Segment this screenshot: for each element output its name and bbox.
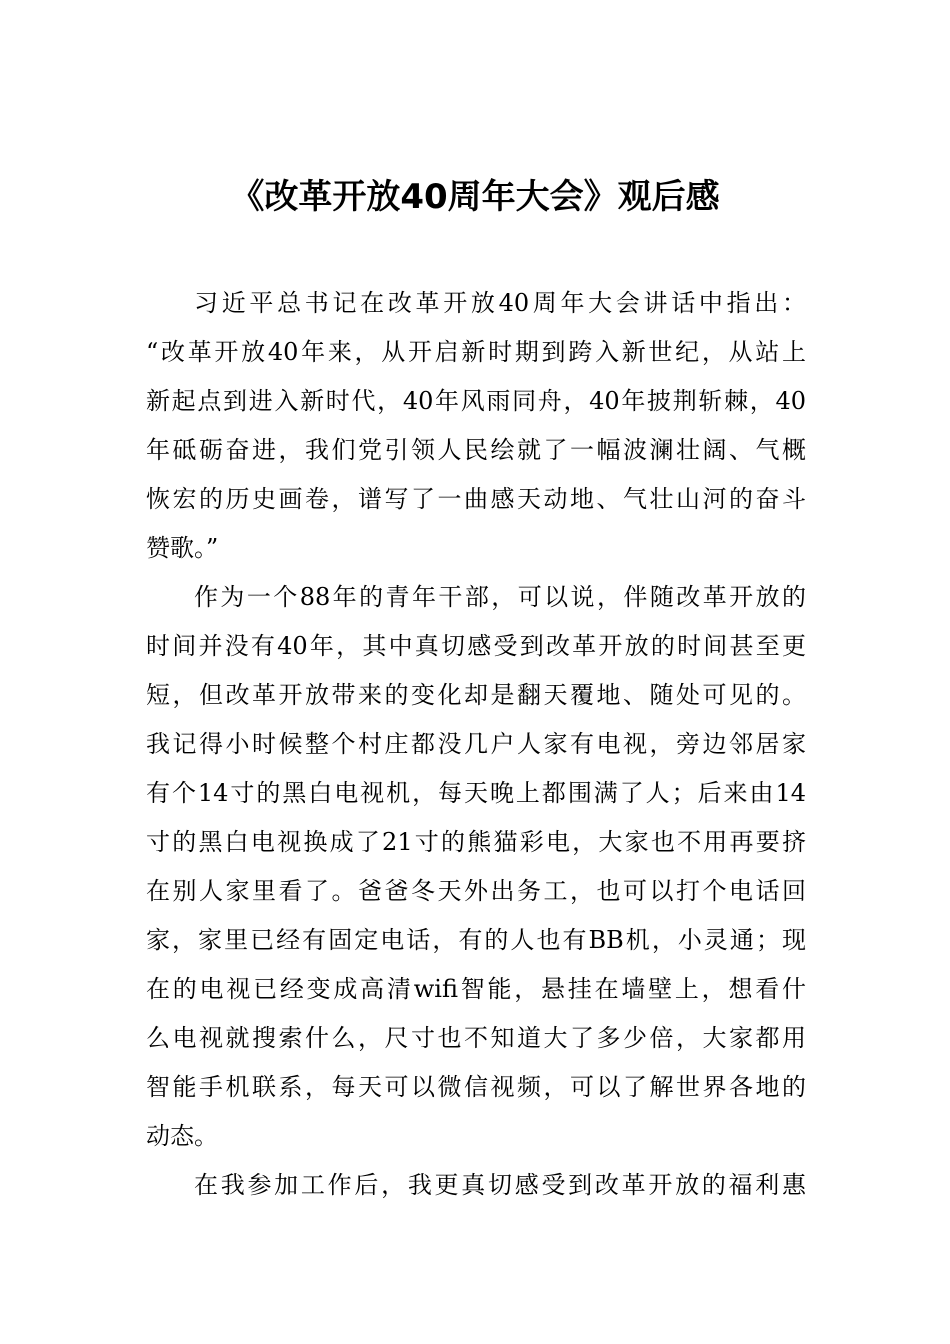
text-line: “改革开放40年来，从开启新时期到跨入新世纪，从站上 xyxy=(146,338,806,366)
text-line: 在别人家里看了。爸爸冬天外出务工，也可以打个电话回 xyxy=(146,877,806,905)
paragraph-1 xyxy=(146,279,806,573)
text-line: 时间并没有40年，其中真切感受到改革开放的时间甚至更 xyxy=(146,632,806,660)
paragraph-3 xyxy=(146,1161,806,1210)
text-line: 赞歌。” xyxy=(146,534,219,562)
document-body xyxy=(146,279,806,1210)
text-line: 我记得小时候整个村庄都没几户人家有电视，旁边邻居家 xyxy=(146,730,806,758)
text-line: 智能手机联系，每天可以微信视频，可以了解世界各地的 xyxy=(146,1073,806,1101)
paragraph-2 xyxy=(146,573,806,1161)
text-line: 恢宏的历史画卷，谱写了一曲感天动地、气壮山河的奋斗 xyxy=(146,485,806,513)
text-line: 在我参加工作后，我更真切感受到改革开放的福利惠 xyxy=(194,1171,806,1199)
text-line: 家，家里已经有固定电话，有的人也有BB机，小灵通；现 xyxy=(146,926,806,954)
document-title: 《改革开放40周年大会》观后感 xyxy=(230,177,720,217)
text-line: 年砥砺奋进，我们党引领人民绘就了一幅波澜壮阔、气概 xyxy=(146,436,806,464)
text-line: 在的电视已经变成高清wifi智能，悬挂在墙壁上，想看什 xyxy=(146,975,806,1003)
text-line: 有个14寸的黑白电视机，每天晚上都围满了人；后来由14 xyxy=(146,779,806,807)
text-line: 新起点到进入新时代，40年风雨同舟，40年披荆斩棘，40 xyxy=(146,387,806,415)
text-line: 习近平总书记在改革开放40周年大会讲话中指出： xyxy=(194,289,806,317)
text-line: 么电视就搜索什么，尺寸也不知道大了多少倍，大家都用 xyxy=(146,1024,806,1052)
text-line: 作为一个88年的青年干部，可以说，伴随改革开放的 xyxy=(194,583,806,611)
text-line: 寸的黑白电视换成了21寸的熊猫彩电，大家也不用再要挤 xyxy=(146,828,806,856)
text-line: 短，但改革开放带来的变化却是翻天覆地、随处可见的。 xyxy=(146,681,806,709)
text-line: 动态。 xyxy=(146,1122,218,1150)
